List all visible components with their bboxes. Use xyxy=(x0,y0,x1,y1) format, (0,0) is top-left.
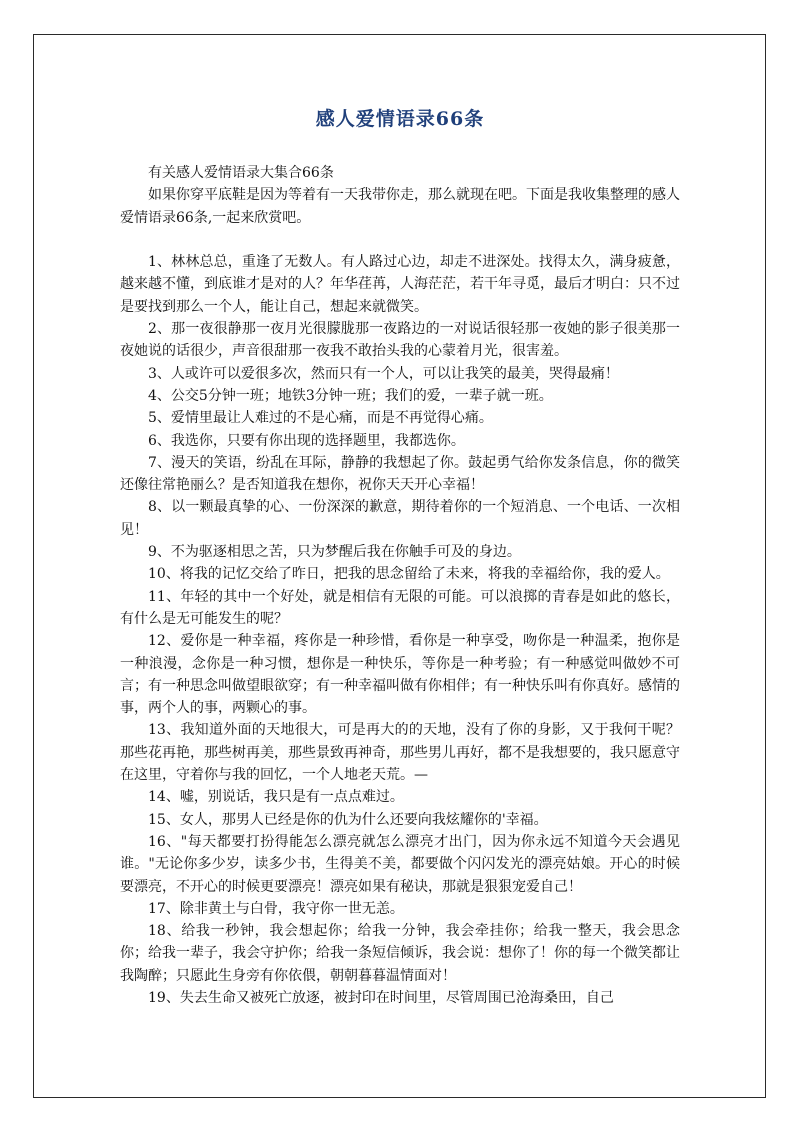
quote-item: 14、嘘，别说话，我只是有一点点难过。 xyxy=(148,789,404,806)
quote-item: 4、公交5分钟一班；地铁3分钟一班；我们的爱，一辈子就一班。 xyxy=(148,387,553,404)
quote-item: 19、失去生命又被死亡放逐，被封印在时间里，尽管周围已沧海桑田，自己 xyxy=(148,989,614,1006)
quote-item: 9、不为驱逐相思之苦，只为梦醒后我在你触手可及的身边。 xyxy=(148,544,521,561)
quote-item: 11、年轻的其中一个好处，就是相信有无限的可能。可以浪掷的青春是如此的悠长，有什么是无可能发生的呢？ xyxy=(120,588,680,627)
quote-item: 12、爱你是一种幸福，疼你是一种珍惜，看你是一种享受，吻你是一种温柔，抱你是一种浪漫，念你是一种习惯，想你是一种快乐，等你是一种考验；有一种感觉叫做妙不可言；有一种思念叫做望眼欲穿；有一种幸福叫做有你相伴；有一种快乐叫有你真好。感情的事，两个人的事，两颗心的事。 xyxy=(120,633,680,717)
quote-item: 7、漫天的笑语，纷乱在耳际，静静的我想起了你。鼓起勇气给你发条信息，你的微笑还像往常艳丽么？是否知道我在想你，祝你天天开心幸福！ xyxy=(120,454,680,494)
quote-item: 3、人或许可以爱很多次，然而只有一个人，可以让我笑的最美，哭得最痛！ xyxy=(148,365,619,382)
quote-item: 13、我知道外面的天地很大，可是再大的的天地，没有了你的身影，又于我何干呢？那些花再艳，那些树再美，那些景致再神奇，那些男儿再好，都不是我想要的，我只愿意守在这里，守着你与我的回忆，一个人地老天荒。— xyxy=(120,722,680,784)
quote-item: 17、除非黄土与白骨，我守你一世无恙。 xyxy=(148,900,404,917)
quote-item: 18、给我一秒钟，我会想起你；给我一分钟，我会牵挂你；给我一整天，我会思念你；给我一辈子，我会守护你；给我一条短信倾诉，我会说：想你了！你的每一个微笑都让我陶醉；只愿此生身旁有你依偎，朝朝暮暮温情面对！ xyxy=(120,923,680,984)
intro-paragraph: 如果你穿平底鞋是因为等着有一天我带你走，那么就现在吧。下面是我收集整理的感人爱情语录66条,一起来欣赏吧。 xyxy=(120,187,680,226)
quote-item: 8、以一颗最真挚的心、一份深深的歉意，期待着你的一个短消息、一个电话、一次相见！ xyxy=(120,499,680,538)
blank-line xyxy=(120,229,680,251)
subtitle-line: 有关感人爱情语录大集合66条 xyxy=(148,165,334,181)
quote-item: 2、那一夜很静那一夜月光很朦胧那一夜路边的一对说话很轻那一夜她的影子很美那一夜她说的话很少，声音很甜那一夜我不敢抬头我的心蒙着月光，很害羞。 xyxy=(120,321,680,360)
quote-item: 5、爱情里最让人难过的不是心痛，而是不再觉得心痛。 xyxy=(148,410,493,427)
quote-item: 15、女人，那男人已经是你的仇为什么还要向我炫耀你的'幸福。 xyxy=(148,811,548,828)
quote-item: 10、将我的记忆交给了昨日，把我的思念留给了未来，将我的幸福给你，我的爱人。 xyxy=(148,566,670,583)
quote-item: 16、"每天都要打扮得能怎么漂亮就怎么漂亮才出门，因为你永远不知道今天会遇见谁。"无论你多少岁，读多少书，生得美不美，都要做个闪闪发光的漂亮姑娘。开心的时候要漂亮，不开心的时候更要漂亮！漂亮如果有秘诀，那就是狠狠宠爱自己！ xyxy=(120,833,680,895)
quote-item: 1、林林总总，重逢了无数人。有人路过心边，却走不进深处。找得太久，满身疲惫，越来越不懂，到底谁才是对的人？年华荏苒，人海茫茫，若干年寻觅，最后才明白：只不过是要找到那么一个人，能让自己，想起来就微笑。 xyxy=(120,254,680,315)
quote-item: 6、我选你，只要有你出现的选择题里，我都选你。 xyxy=(148,432,465,449)
document-body xyxy=(120,162,680,1009)
document-title: 感人爱情语录66条 xyxy=(315,108,485,130)
